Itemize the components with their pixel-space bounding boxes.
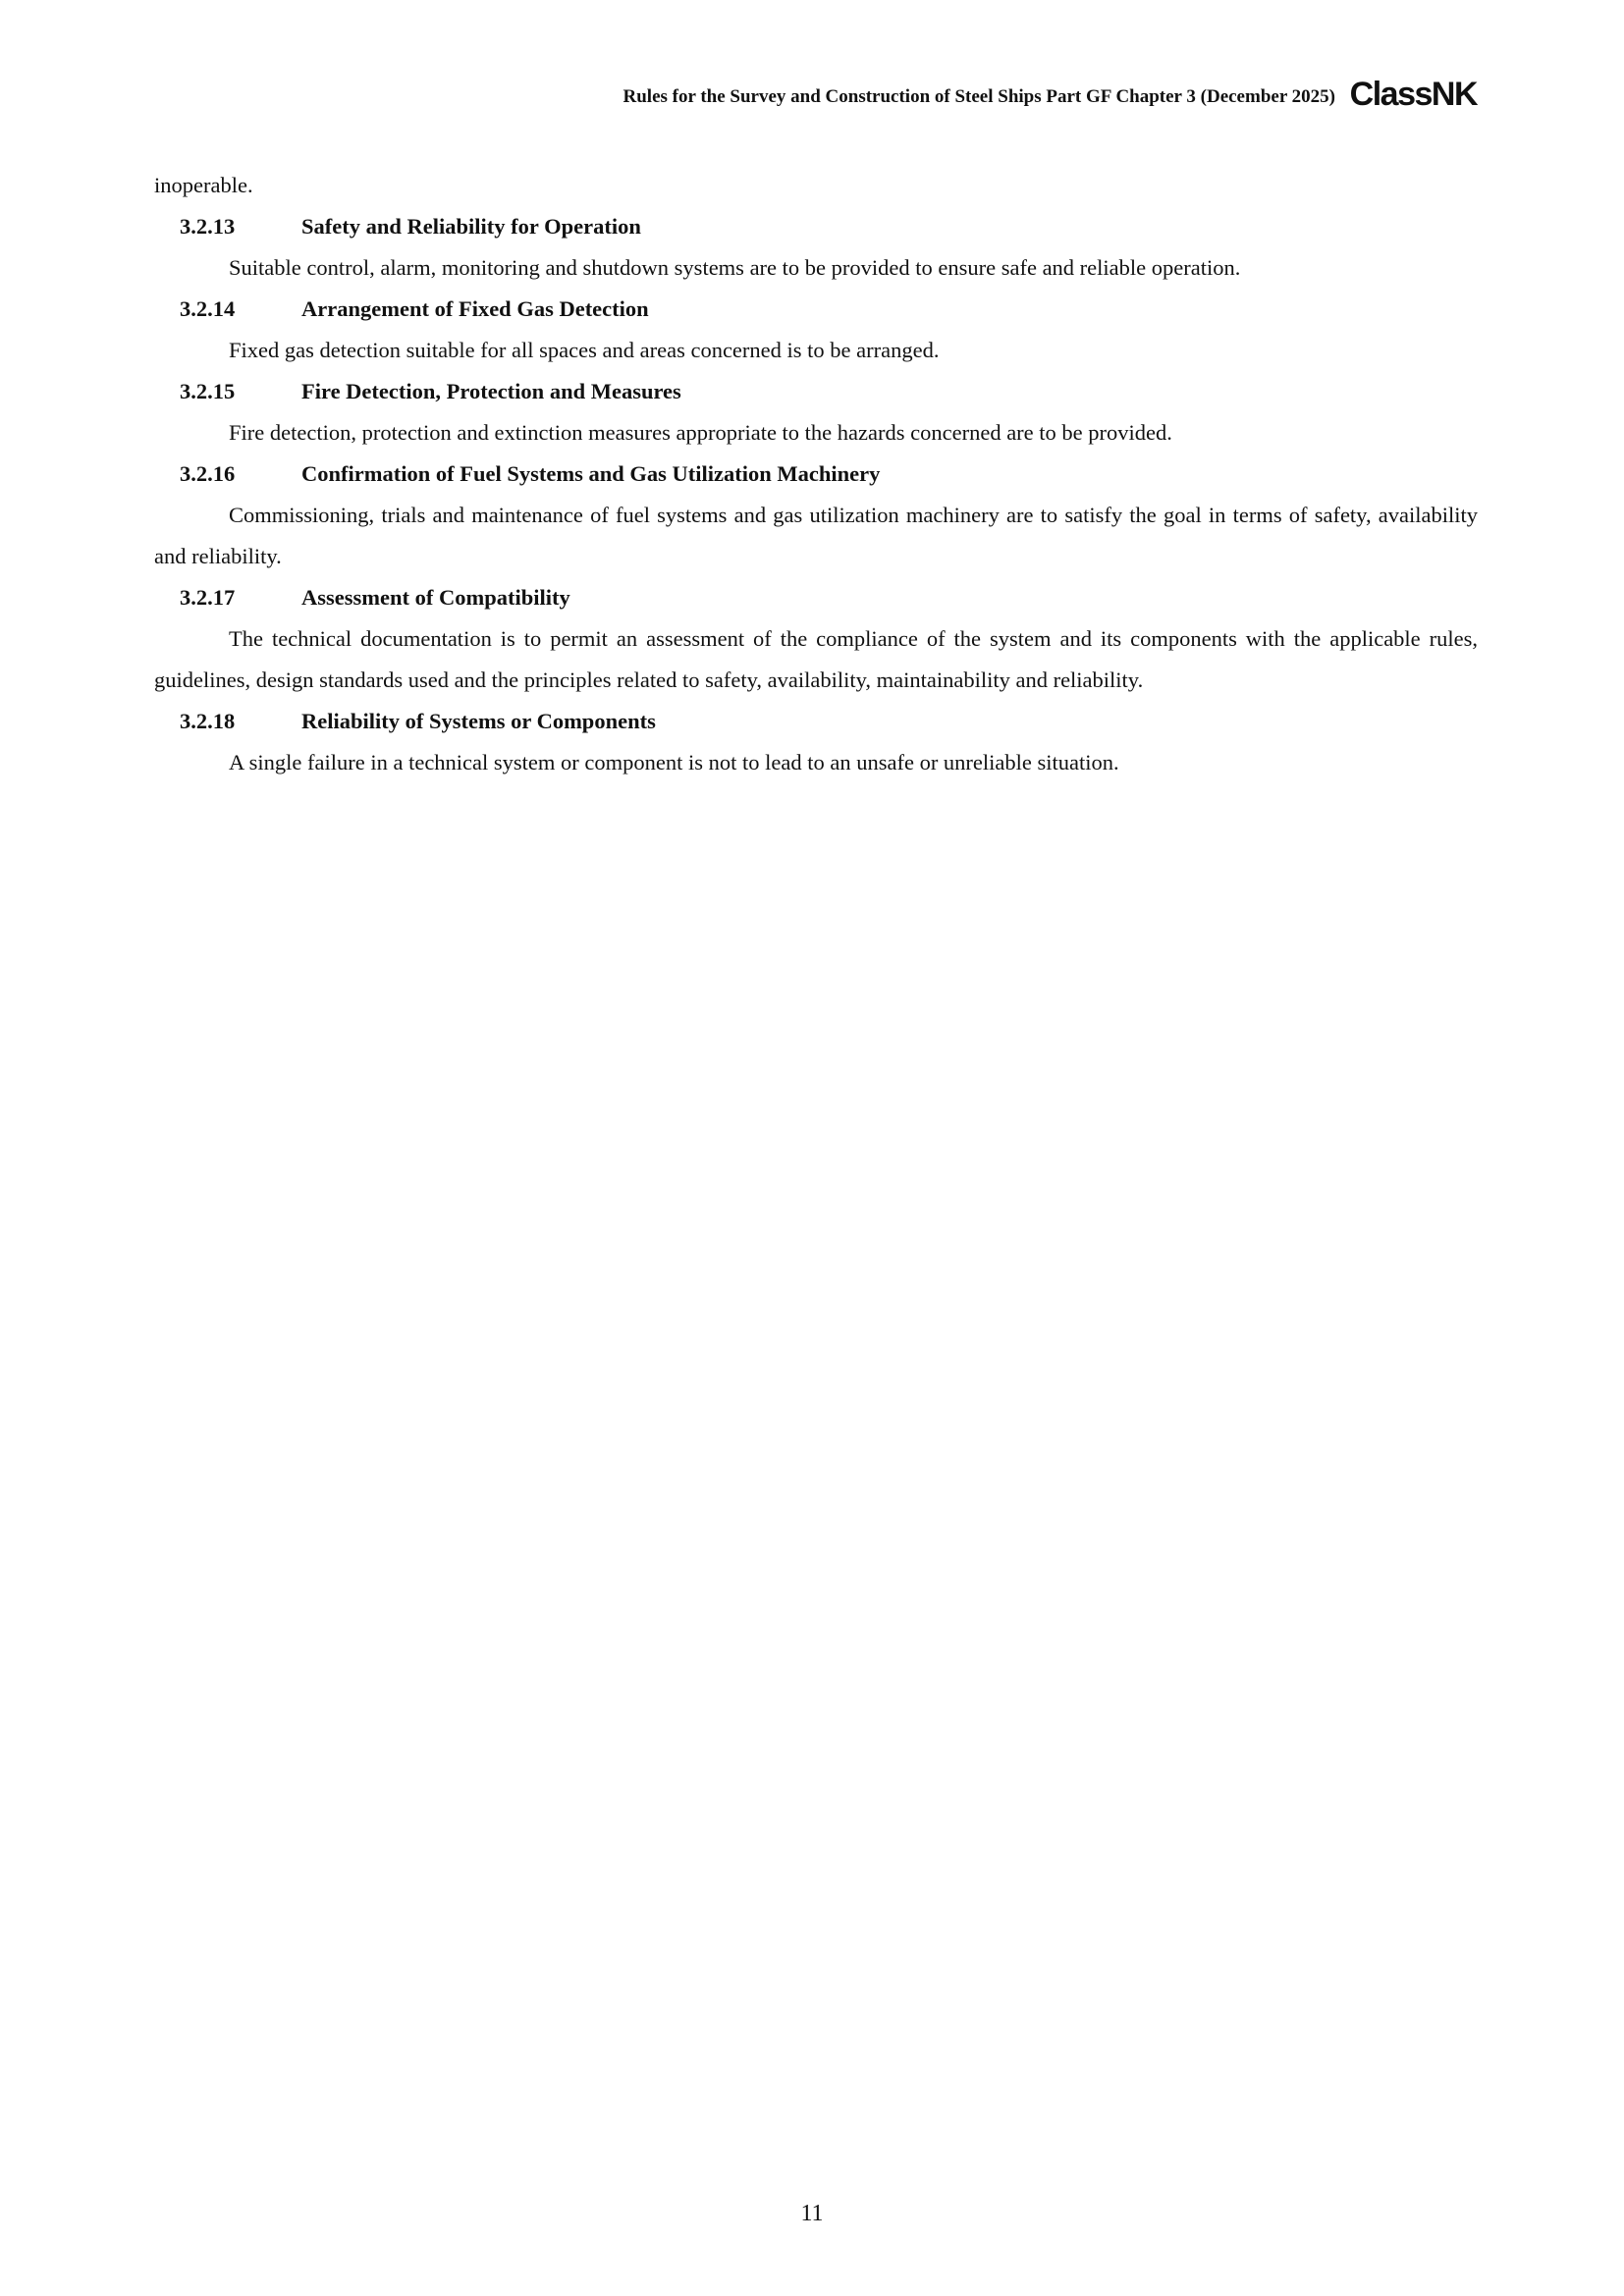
document-body	[154, 165, 1478, 783]
page-header	[147, 77, 1477, 116]
section-text: Commissioning, trials and maintenance of fuel systems and gas utilization machinery are to satisfy the goal in terms of safety, availability and reliability.	[154, 503, 1478, 568]
section-number: 3.2.18	[180, 709, 236, 733]
section-heading-3-2-14	[154, 289, 1478, 330]
section-heading-3-2-15	[154, 371, 1478, 412]
continuation-text: inoperable.	[154, 173, 253, 197]
section-title: Fire Detection, Protection and Measures	[301, 379, 681, 403]
header-title: Rules for the Survey and Construction of Steel Ships Part GF Chapter 3 (December 2025)	[623, 86, 1335, 107]
section-heading-3-2-16	[154, 454, 1478, 495]
section-number: 3.2.14	[180, 296, 236, 321]
section-heading-3-2-17	[154, 577, 1478, 618]
section-title: Reliability of Systems or Components	[301, 709, 656, 733]
section-text: Suitable control, alarm, monitoring and shutdown systems are to be provided to ensure safe and reliable operation.	[229, 255, 1241, 280]
section-number: 3.2.15	[180, 379, 236, 403]
section-title: Arrangement of Fixed Gas Detection	[301, 296, 649, 321]
section-text: A single failure in a technical system or component is not to lead to an unsafe or unreliable situation.	[229, 750, 1119, 774]
section-text: The technical documentation is to permit an assessment of the compliance of the system and its components with the applicable rules, guidelines, design standards used and the principles related to safety, availability, maintainability and reliability.	[154, 626, 1478, 692]
section-title: Confirmation of Fuel Systems and Gas Utilization Machinery	[301, 461, 881, 486]
section-title: Assessment of Compatibility	[301, 585, 570, 610]
page-number: 11	[800, 2201, 824, 2226]
section-number: 3.2.16	[180, 461, 236, 486]
section-title: Safety and Reliability for Operation	[301, 214, 641, 239]
section-heading-3-2-18	[154, 701, 1478, 742]
classnk-logo: ClassNK	[1349, 76, 1477, 113]
section-text: Fire detection, protection and extinction measures appropriate to the hazards concerned are to be provided.	[229, 420, 1172, 445]
section-number: 3.2.17	[180, 585, 236, 610]
section-heading-3-2-13	[154, 206, 1478, 247]
section-number: 3.2.13	[180, 214, 236, 239]
section-text: Fixed gas detection suitable for all spaces and areas concerned is to be arranged.	[229, 338, 940, 362]
